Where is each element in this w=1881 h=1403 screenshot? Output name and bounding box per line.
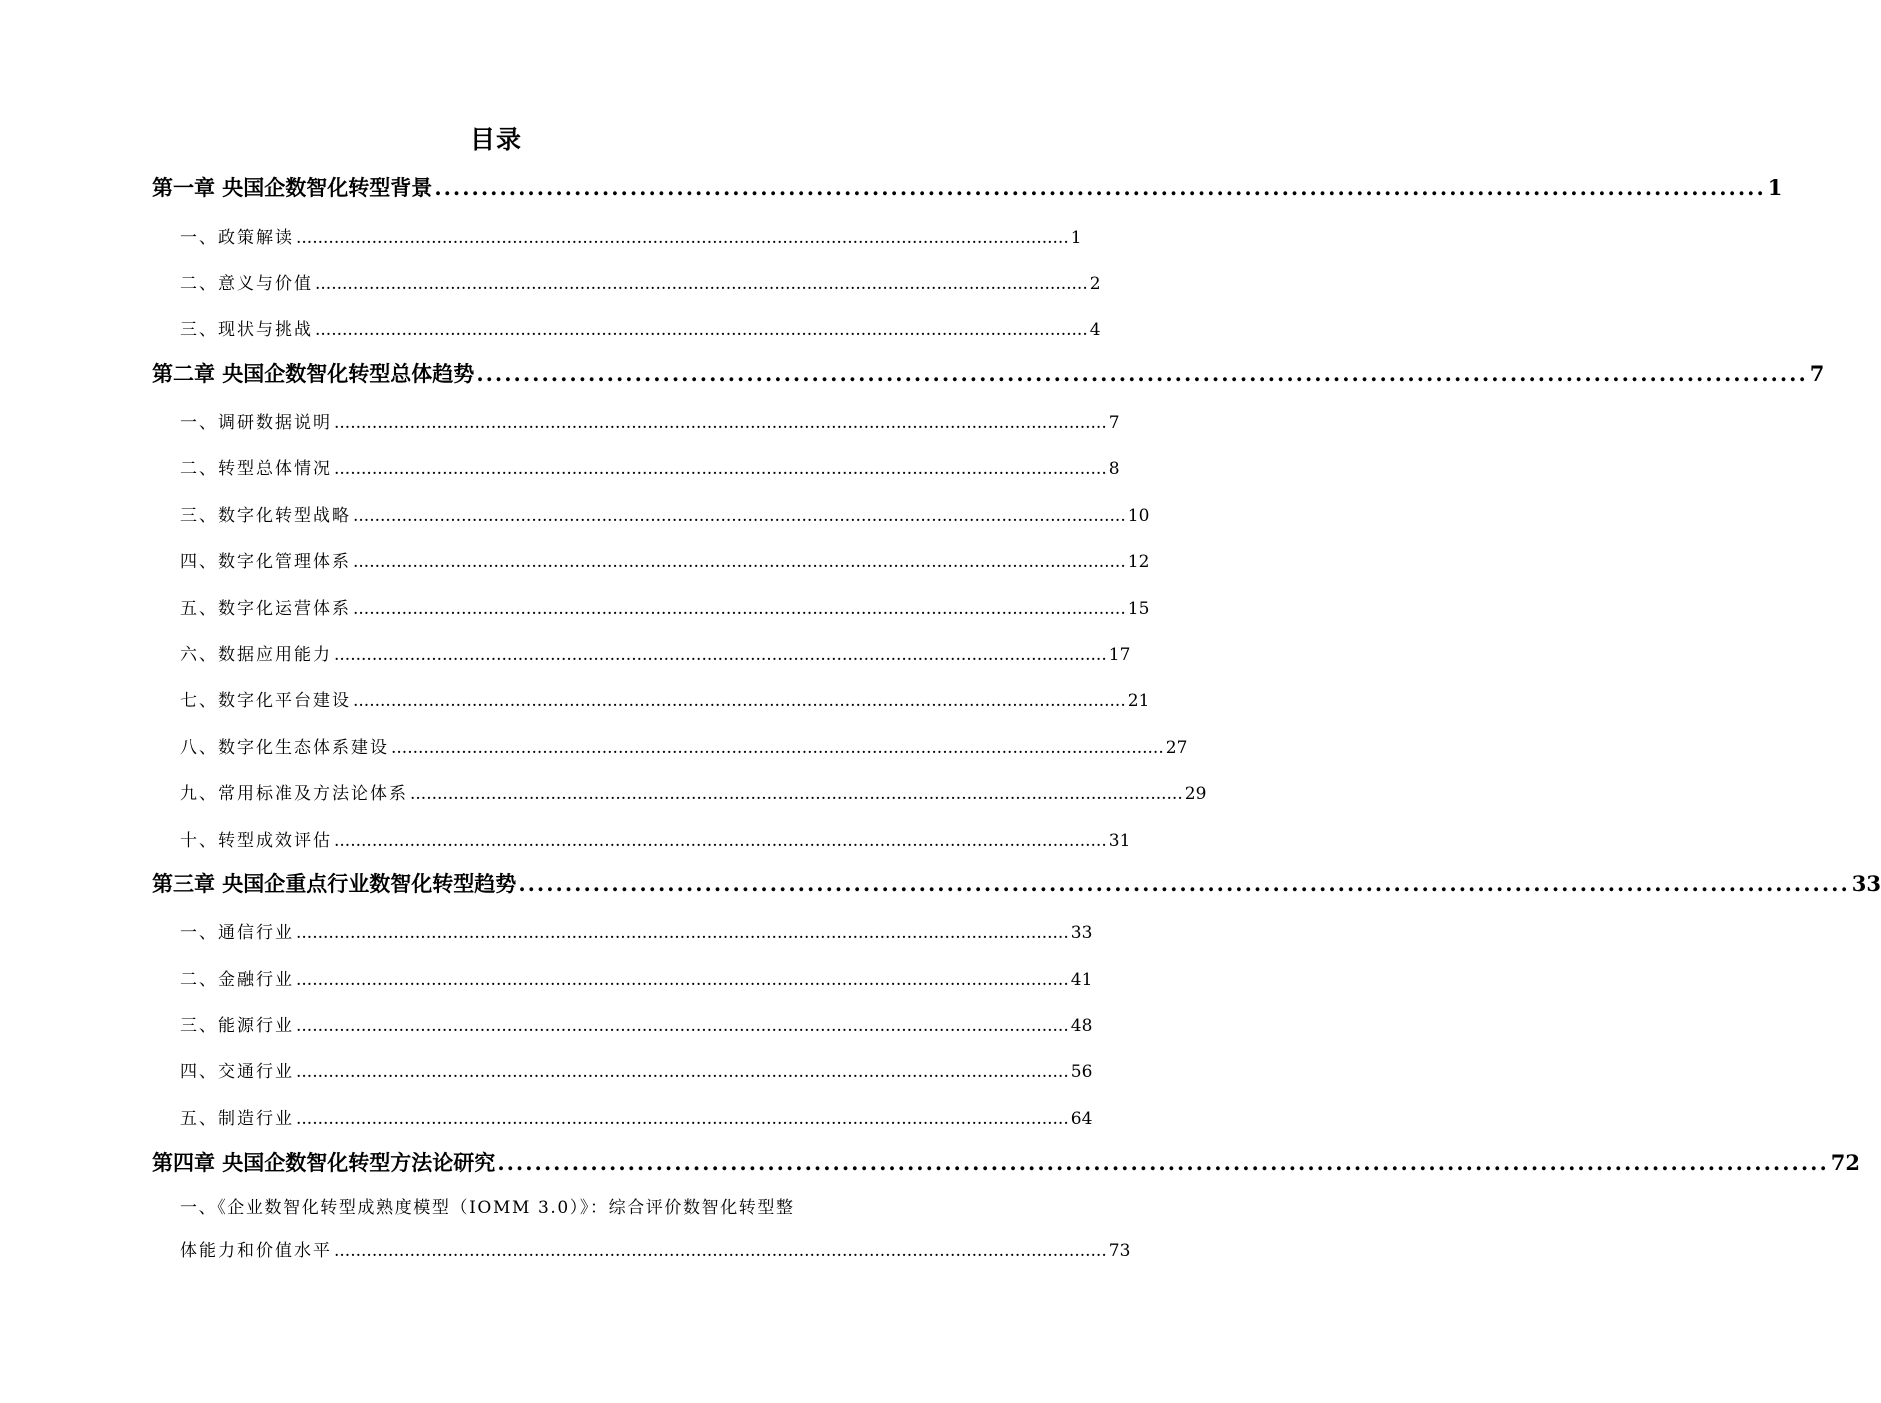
section-label: 二、金融行业 [180, 970, 294, 990]
leader-dots: ............................................................................................................................................... [518, 871, 1850, 896]
toc-section[interactable] [180, 640, 1131, 665]
leader-dots: ............................................................................................................................................... [476, 361, 1808, 386]
toc-section[interactable] [180, 547, 1150, 572]
leader-dots: ............................................................................................................................................... [296, 923, 1069, 943]
section-label: 九、常用标准及方法论体系 [180, 784, 408, 804]
page-number: 12 [1127, 552, 1150, 572]
toc-section[interactable] [180, 594, 1150, 619]
section-label: 四、数字化管理体系 [180, 552, 351, 572]
toc-section[interactable] [180, 918, 1093, 943]
section-label: 三、现状与挑战 [180, 320, 313, 340]
page-number: 21 [1127, 691, 1150, 711]
page-number: 64 [1070, 1109, 1093, 1129]
leader-dots: ............................................................................................................................................... [296, 1016, 1069, 1036]
page-number: 7 [1108, 413, 1120, 433]
section-label: 五、数字化运营体系 [180, 599, 351, 619]
page-number: 10 [1127, 506, 1150, 526]
section-label: 一、调研数据说明 [180, 413, 332, 433]
section-label: 三、能源行业 [180, 1016, 294, 1036]
section-label: 一、通信行业 [180, 923, 294, 943]
page-number: 72 [1830, 1150, 1861, 1175]
leader-dots: ............................................................................................................................................... [315, 274, 1088, 294]
leader-dots: ............................................................................................................................................... [391, 738, 1164, 758]
page-number: 31 [1108, 831, 1131, 851]
chapter-label: 第一章 央国企数智化转型背景 [152, 175, 433, 200]
leader-dots: ............................................................................................................................................... [296, 1109, 1069, 1129]
page-number: 1 [1767, 175, 1783, 200]
section-label: 一、政策解读 [180, 228, 294, 248]
page-number: 56 [1070, 1062, 1093, 1082]
toc-section-long-line2[interactable] [180, 1236, 1131, 1261]
section-label: 七、数字化平台建设 [180, 691, 351, 711]
toc-section[interactable] [180, 826, 1131, 851]
toc-section[interactable] [180, 223, 1082, 248]
leader-dots: ............................................................................................................................................... [334, 1241, 1107, 1261]
toc-section[interactable] [180, 454, 1120, 479]
section-label: 四、交通行业 [180, 1062, 294, 1082]
leader-dots: ............................................................................................................................................... [353, 691, 1126, 711]
leader-dots: ............................................................................................................................................... [334, 413, 1107, 433]
leader-dots: ............................................................................................................................................... [353, 599, 1126, 619]
page-number: 1 [1070, 228, 1082, 248]
toc-chapter-2[interactable] [152, 358, 1825, 388]
page-number: 29 [1184, 784, 1207, 804]
toc-section[interactable] [180, 733, 1188, 758]
leader-dots: ............................................................................................................................................... [296, 228, 1069, 248]
toc-title: 目录 [469, 125, 522, 154]
leader-dots: ............................................................................................................................................... [334, 645, 1107, 665]
section-label: 五、制造行业 [180, 1109, 294, 1129]
leader-dots: ............................................................................................................................................... [334, 459, 1107, 479]
toc-section[interactable] [180, 1057, 1093, 1082]
chapter-label: 第四章 央国企数智化转型方法论研究 [152, 1150, 496, 1175]
page-number: 2 [1089, 274, 1101, 294]
toc-chapter-3[interactable] [152, 868, 1881, 898]
toc-section[interactable] [180, 686, 1150, 711]
toc-section[interactable] [180, 779, 1207, 804]
leader-dots: ............................................................................................................................................... [315, 320, 1088, 340]
page-number: 17 [1108, 645, 1131, 665]
page-number: 15 [1127, 599, 1150, 619]
page-number: 73 [1108, 1241, 1131, 1261]
leader-dots: ............................................................................................................................................... [434, 175, 1766, 200]
leader-dots: ............................................................................................................................................... [497, 1150, 1829, 1175]
page-number: 7 [1809, 361, 1825, 386]
section-label: 二、转型总体情况 [180, 459, 332, 479]
leader-dots: ............................................................................................................................................... [353, 506, 1126, 526]
chapter-label: 第三章 央国企重点行业数智化转型趋势 [152, 871, 517, 896]
toc-chapter-4[interactable] [152, 1147, 1861, 1177]
section-label: 二、意义与价值 [180, 274, 313, 294]
leader-dots: ............................................................................................................................................... [296, 970, 1069, 990]
section-label: 三、数字化转型战略 [180, 506, 351, 526]
section-label: 十、转型成效评估 [180, 831, 332, 851]
page-number: 33 [1851, 871, 1881, 896]
page-number: 48 [1070, 1016, 1093, 1036]
page-number: 33 [1070, 923, 1093, 943]
toc-section[interactable] [180, 1011, 1093, 1036]
page-number: 4 [1089, 320, 1101, 340]
page-number: 41 [1070, 970, 1093, 990]
leader-dots: ............................................................................................................................................... [410, 784, 1183, 804]
section-label: 六、数据应用能力 [180, 645, 332, 665]
leader-dots: ............................................................................................................................................... [296, 1062, 1069, 1082]
toc-section-long-line1[interactable]: 一、《企业数智化转型成熟度模型（IOMM 3.0）》：综合评价数智化转型整 [180, 1198, 795, 1218]
toc-section[interactable] [180, 501, 1150, 526]
section-label: 八、数字化生态体系建设 [180, 738, 389, 758]
chapter-label: 第二章 央国企数智化转型总体趋势 [152, 361, 475, 386]
toc-section[interactable] [180, 965, 1093, 990]
page-number: 8 [1108, 459, 1120, 479]
toc-section[interactable] [180, 408, 1120, 433]
toc-chapter-1[interactable] [152, 172, 1783, 202]
page-number: 27 [1165, 738, 1188, 758]
toc-section[interactable] [180, 1104, 1093, 1129]
toc-section[interactable] [180, 269, 1101, 294]
section-label: 体能力和价值水平 [180, 1241, 332, 1261]
toc-section[interactable] [180, 315, 1101, 340]
leader-dots: ............................................................................................................................................... [353, 552, 1126, 572]
leader-dots: ............................................................................................................................................... [334, 831, 1107, 851]
